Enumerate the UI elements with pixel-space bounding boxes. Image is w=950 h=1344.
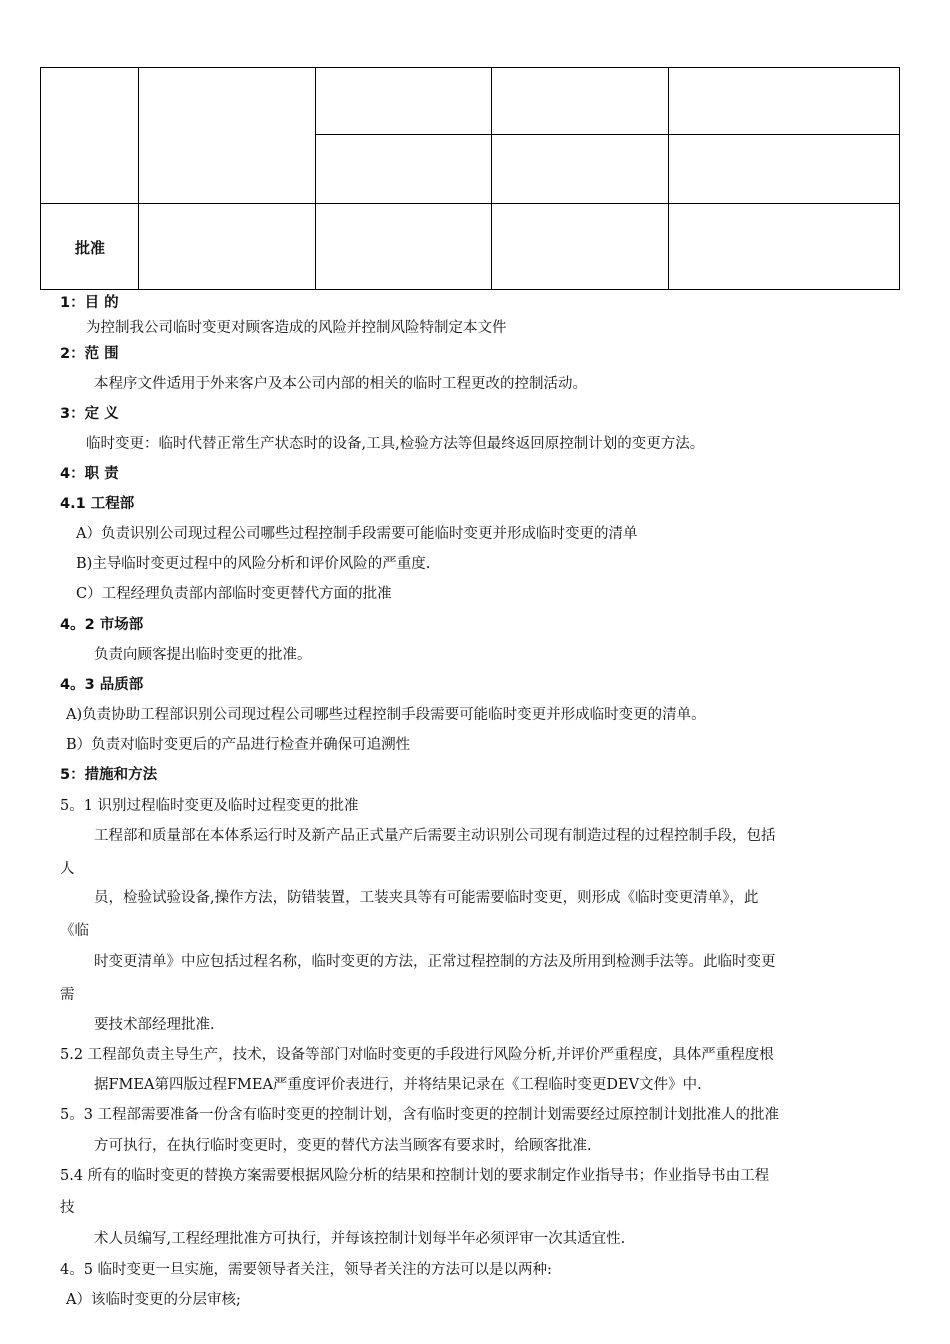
section-5-1-line: 时变更清单》中应包括过程名称，临时变更的方法，正常过程控制的方法及所用到检测手法等。此临时变更 bbox=[94, 954, 776, 970]
section-4-3-item-a: A)负责协助工程部识别公司现过程公司哪些过程控制手段需要可能临时变更并形成临时变更的清单。 bbox=[66, 707, 706, 723]
section-4-2-body: 负责向顾客提出临时变更的批准。 bbox=[94, 647, 312, 663]
section-5-2-line: 据FMEA第四版过程FMEA严重度评价表进行，并将结果记录在《工程临时变更DEV文件》中. bbox=[94, 1077, 702, 1093]
section-4-2-heading: 4。2 市场部 bbox=[60, 617, 144, 633]
section-4-1-item-b: B)主导临时变更过程中的风险分析和评价风险的严重度. bbox=[76, 556, 431, 572]
section-2-body: 本程序文件适用于外来客户及本公司内部的相关的临时工程更改的控制活动。 bbox=[94, 376, 587, 392]
section-5-4-line: 5.4 所有的临时变更的替换方案需要根据风险分析的结果和控制计划的要求制定作业指导书；作业指导书由工程 bbox=[60, 1168, 770, 1184]
section-4-1-heading: 4.1 工程部 bbox=[60, 496, 135, 512]
table-row-divider bbox=[315, 134, 899, 135]
section-3-body: 临时变更：临时代替正常生产状态时的设备,工具,检验方法等但最终返回原控制计划的变更方法。 bbox=[86, 436, 705, 452]
section-4-1-item-a: A）负责识别公司现过程公司哪些过程控制手段需要可能临时变更并形成临时变更的清单 bbox=[76, 526, 638, 542]
section-5-4-line: 技 bbox=[60, 1200, 75, 1216]
table-row-divider bbox=[41, 203, 899, 204]
section-5-1-heading: 5。1 识别过程临时变更及临时过程变更的批准 bbox=[60, 798, 359, 814]
table-column-divider bbox=[668, 68, 669, 289]
section-5-1-line: 要技术部经理批准. bbox=[94, 1017, 215, 1033]
section-1-body: 为控制我公司临时变更对顾客造成的风险并控制风险特制定本文件 bbox=[86, 320, 507, 336]
approval-table bbox=[40, 67, 900, 290]
approve-label: 批准 bbox=[74, 238, 105, 257]
section-5-heading: 5：措施和方法 bbox=[60, 767, 158, 783]
section-5-1-line: 人 bbox=[60, 861, 75, 877]
section-5-3-line: 方可执行，在执行临时变更时，变更的替代方法当顾客有要求时，给顾客批准. bbox=[94, 1138, 592, 1154]
section-1-heading: 1：目 的 bbox=[60, 295, 119, 311]
section-5-1-line: 工程部和质量部在本体系运行时及新产品正式量产后需要主动识别公司现有制造过程的过程控制手段，包括 bbox=[94, 828, 776, 844]
section-4-1-item-c: C）工程经理负责部内部临时变更替代方面的批准 bbox=[76, 586, 392, 602]
table-column-divider bbox=[315, 68, 316, 289]
section-5-1-line: 《临 bbox=[60, 923, 89, 939]
section-2-heading: 2：范 围 bbox=[60, 346, 119, 362]
section-4-3-heading: 4。3 品质部 bbox=[60, 677, 144, 693]
section-5-4-line: 术人员编写,工程经理批准方可执行，并每该控制计划每半年必须评审一次其适宜性. bbox=[94, 1231, 626, 1247]
section-5-1-line: 员，检验试验设备,操作方法，防错装置，工装夹具等有可能需要临时变更，则形成《临时变更清单》，此 bbox=[94, 890, 759, 906]
table-column-divider bbox=[491, 68, 492, 289]
section-5-3-line: 5。3 工程部需要准备一份含有临时变更的控制计划，含有临时变更的控制计划需要经过原控制计划批准人的批准 bbox=[60, 1107, 780, 1123]
section-4-3-item-b: B）负责对临时变更后的产品进行检查并确保可追溯性 bbox=[66, 737, 411, 753]
section-4-5-line: 4。5 临时变更一旦实施，需要领导者关注，领导者关注的方法可以是以两种: bbox=[60, 1262, 552, 1278]
section-3-heading: 3：定 义 bbox=[60, 406, 119, 422]
section-4-heading: 4：职 责 bbox=[60, 466, 119, 482]
section-5-2-line: 5.2 工程部负责主导生产，技术，设备等部门对临时变更的手段进行风险分析,并评价严重程度，具体严重程度根 bbox=[60, 1047, 774, 1063]
section-5-1-line: 需 bbox=[60, 987, 75, 1003]
section-4-5-item-a: A）该临时变更的分层审核; bbox=[66, 1292, 241, 1308]
